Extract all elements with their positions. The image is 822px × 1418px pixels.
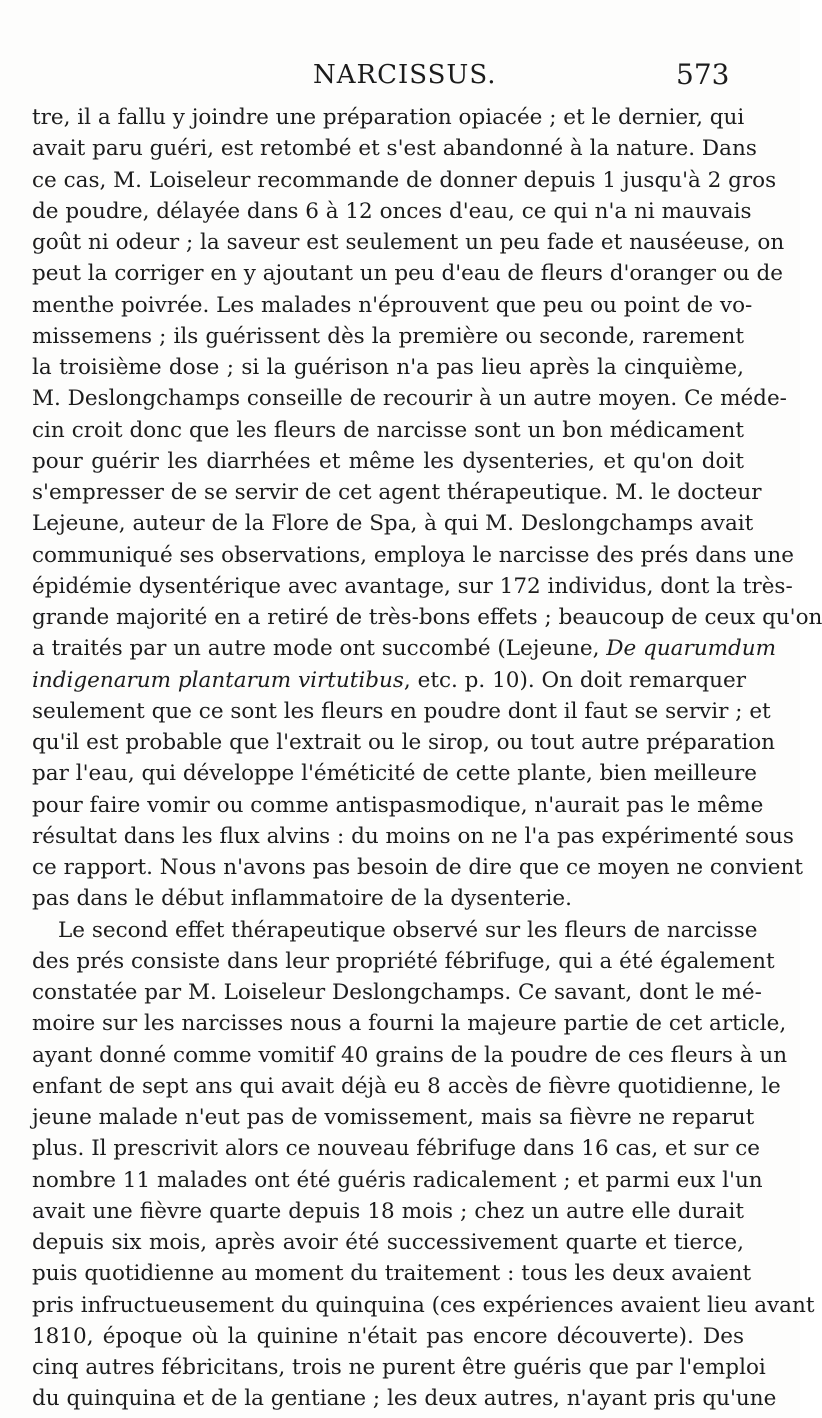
text-line: depuis six mois, après avoir été successivement quarte et tierce, bbox=[32, 1230, 744, 1255]
text-line: moire sur les narcisses nous a fourni la majeure partie de cet article, bbox=[32, 1011, 787, 1037]
text-line: 1810, époque où la quinine n'était pas encore découverte). Des bbox=[32, 1323, 744, 1349]
text-line: menthe poivrée. Les malades n'éprouvent que peu ou point de vo- bbox=[32, 292, 753, 318]
text-line: la troisième dose ; si la guérison n'a pas lieu après la cinquième, bbox=[32, 355, 744, 380]
running-title: NARCISSUS. bbox=[313, 60, 497, 90]
text-line: pour guérir les diarrhées et même les dysenteries, et qu'on doit bbox=[32, 448, 744, 474]
text-line: ayant donné comme vomitif 40 grains de la poudre de ces fleurs à un bbox=[32, 1042, 788, 1068]
text-line: épidémie dysentérique avec avantage, sur 172 individus, dont la très- bbox=[32, 573, 793, 599]
text-line: constatée par M. Loiseleur Deslongchamps. Ce savant, dont le mé- bbox=[32, 980, 762, 1005]
text-line: M. Deslongchamps conseille de recourir à un autre moyen. Ce méde- bbox=[32, 386, 787, 412]
text-line: Le second effet thérapeutique observé sur les fleurs de narcisse bbox=[58, 917, 758, 943]
text-line bbox=[32, 633, 776, 664]
page-header bbox=[0, 56, 800, 96]
italic-title: indigenarum plantarum virtutibus bbox=[32, 667, 404, 693]
text-line: avait une fièvre quarte depuis 18 mois ; chez un autre elle durait bbox=[32, 1198, 744, 1224]
text-line: Lejeune, auteur de la Flore de Spa, à qui M. Deslongchamps avait bbox=[32, 511, 754, 537]
text-line: peut la corriger en y ajoutant un peu d'eau de fleurs d'oranger ou de bbox=[32, 261, 784, 287]
text-line: résultat dans les flux alvins : du moins on ne l'a pas expérimenté sous bbox=[32, 823, 794, 849]
text-line: missemens ; ils guérissent dès la première ou seconde, rarement bbox=[32, 323, 744, 349]
text-line: des prés consiste dans leur propriété fébrifuge, qui a été également bbox=[32, 948, 775, 974]
text-line: grande majorité en a retiré de très-bons effets ; beaucoup de ceux qu'on bbox=[32, 605, 822, 630]
text-run: a traités par un autre mode ont succombé (Lejeune, bbox=[32, 636, 607, 662]
text-line: communiqué ses observations, employa le narcisse des prés dans une bbox=[32, 542, 794, 568]
paragraph bbox=[32, 102, 822, 915]
text-run: , etc. p. 10). On doit remarquer bbox=[403, 667, 746, 693]
page-number: 573 bbox=[676, 58, 730, 91]
italic-title: De quarumdum bbox=[606, 636, 776, 662]
text-line: pris infructueusement du quinquina (ces expériences avaient lieu avant bbox=[32, 1292, 815, 1318]
text-line bbox=[32, 665, 744, 696]
text-line: qu'il est probable que l'extrait ou le sirop, ou tout autre préparation bbox=[32, 730, 776, 755]
text-line: seulement que ce sont les fleurs en poudre dont il faut se servir ; et bbox=[32, 698, 771, 724]
text-line: goût ni odeur ; la saveur est seulement un peu fade et nauséeuse, on bbox=[32, 230, 785, 255]
text-line: puis quotidienne au moment du traitement : tous les deux avaient bbox=[32, 1261, 752, 1287]
text-line: nombre 11 malades ont été guéris radicalement ; et parmi eux l'un bbox=[32, 1167, 763, 1193]
text-line: par l'eau, qui développe l'éméticité de cette plante, bien meilleure bbox=[32, 761, 757, 787]
text-line: pour faire vomir ou comme antispasmodique, n'aurait pas le même bbox=[32, 792, 764, 818]
text-line: enfant de sept ans qui avait déjà eu 8 accès de fièvre quotidienne, le bbox=[32, 1073, 781, 1099]
text-line: de poudre, délayée dans 6 à 12 onces d'eau, ce qui n'a ni mauvais bbox=[32, 198, 752, 224]
text-line: plus. Il prescrivit alors ce nouveau fébrifuge dans 16 cas, et sur ce bbox=[32, 1136, 760, 1162]
text-line: ce rapport. Nous n'avons pas besoin de dire que ce moyen ne convient bbox=[32, 855, 803, 880]
text-line: cin croit donc que les fleurs de narcisse sont un bon médicament bbox=[32, 417, 744, 443]
text-line: s'empresser de se servir de cet agent thérapeutique. M. le docteur bbox=[32, 480, 762, 505]
text-line: du quinquina et de la gentiane ; les deux autres, n'ayant pris qu'une bbox=[32, 1386, 777, 1412]
body-text bbox=[32, 102, 822, 1415]
text-line: ce cas, M. Loiseleur recommande de donner depuis 1 jusqu'à 2 gros bbox=[32, 167, 777, 193]
paragraph bbox=[32, 915, 815, 1415]
text-line: cinq autres fébricitans, trois ne purent être guéris que par l'emploi bbox=[32, 1355, 766, 1380]
text-line: jeune malade n'eut pas de vomissement, mais sa fièvre ne reparut bbox=[32, 1105, 755, 1130]
text-line: avait paru guéri, est retombé et s'est abandonné à la nature. Dans bbox=[32, 136, 757, 162]
text-line: tre, il a fallu y joindre une préparation opiacée ; et le dernier, qui bbox=[32, 105, 745, 130]
text-line: pas dans le début inflammatoire de la dysenterie. bbox=[32, 886, 572, 912]
